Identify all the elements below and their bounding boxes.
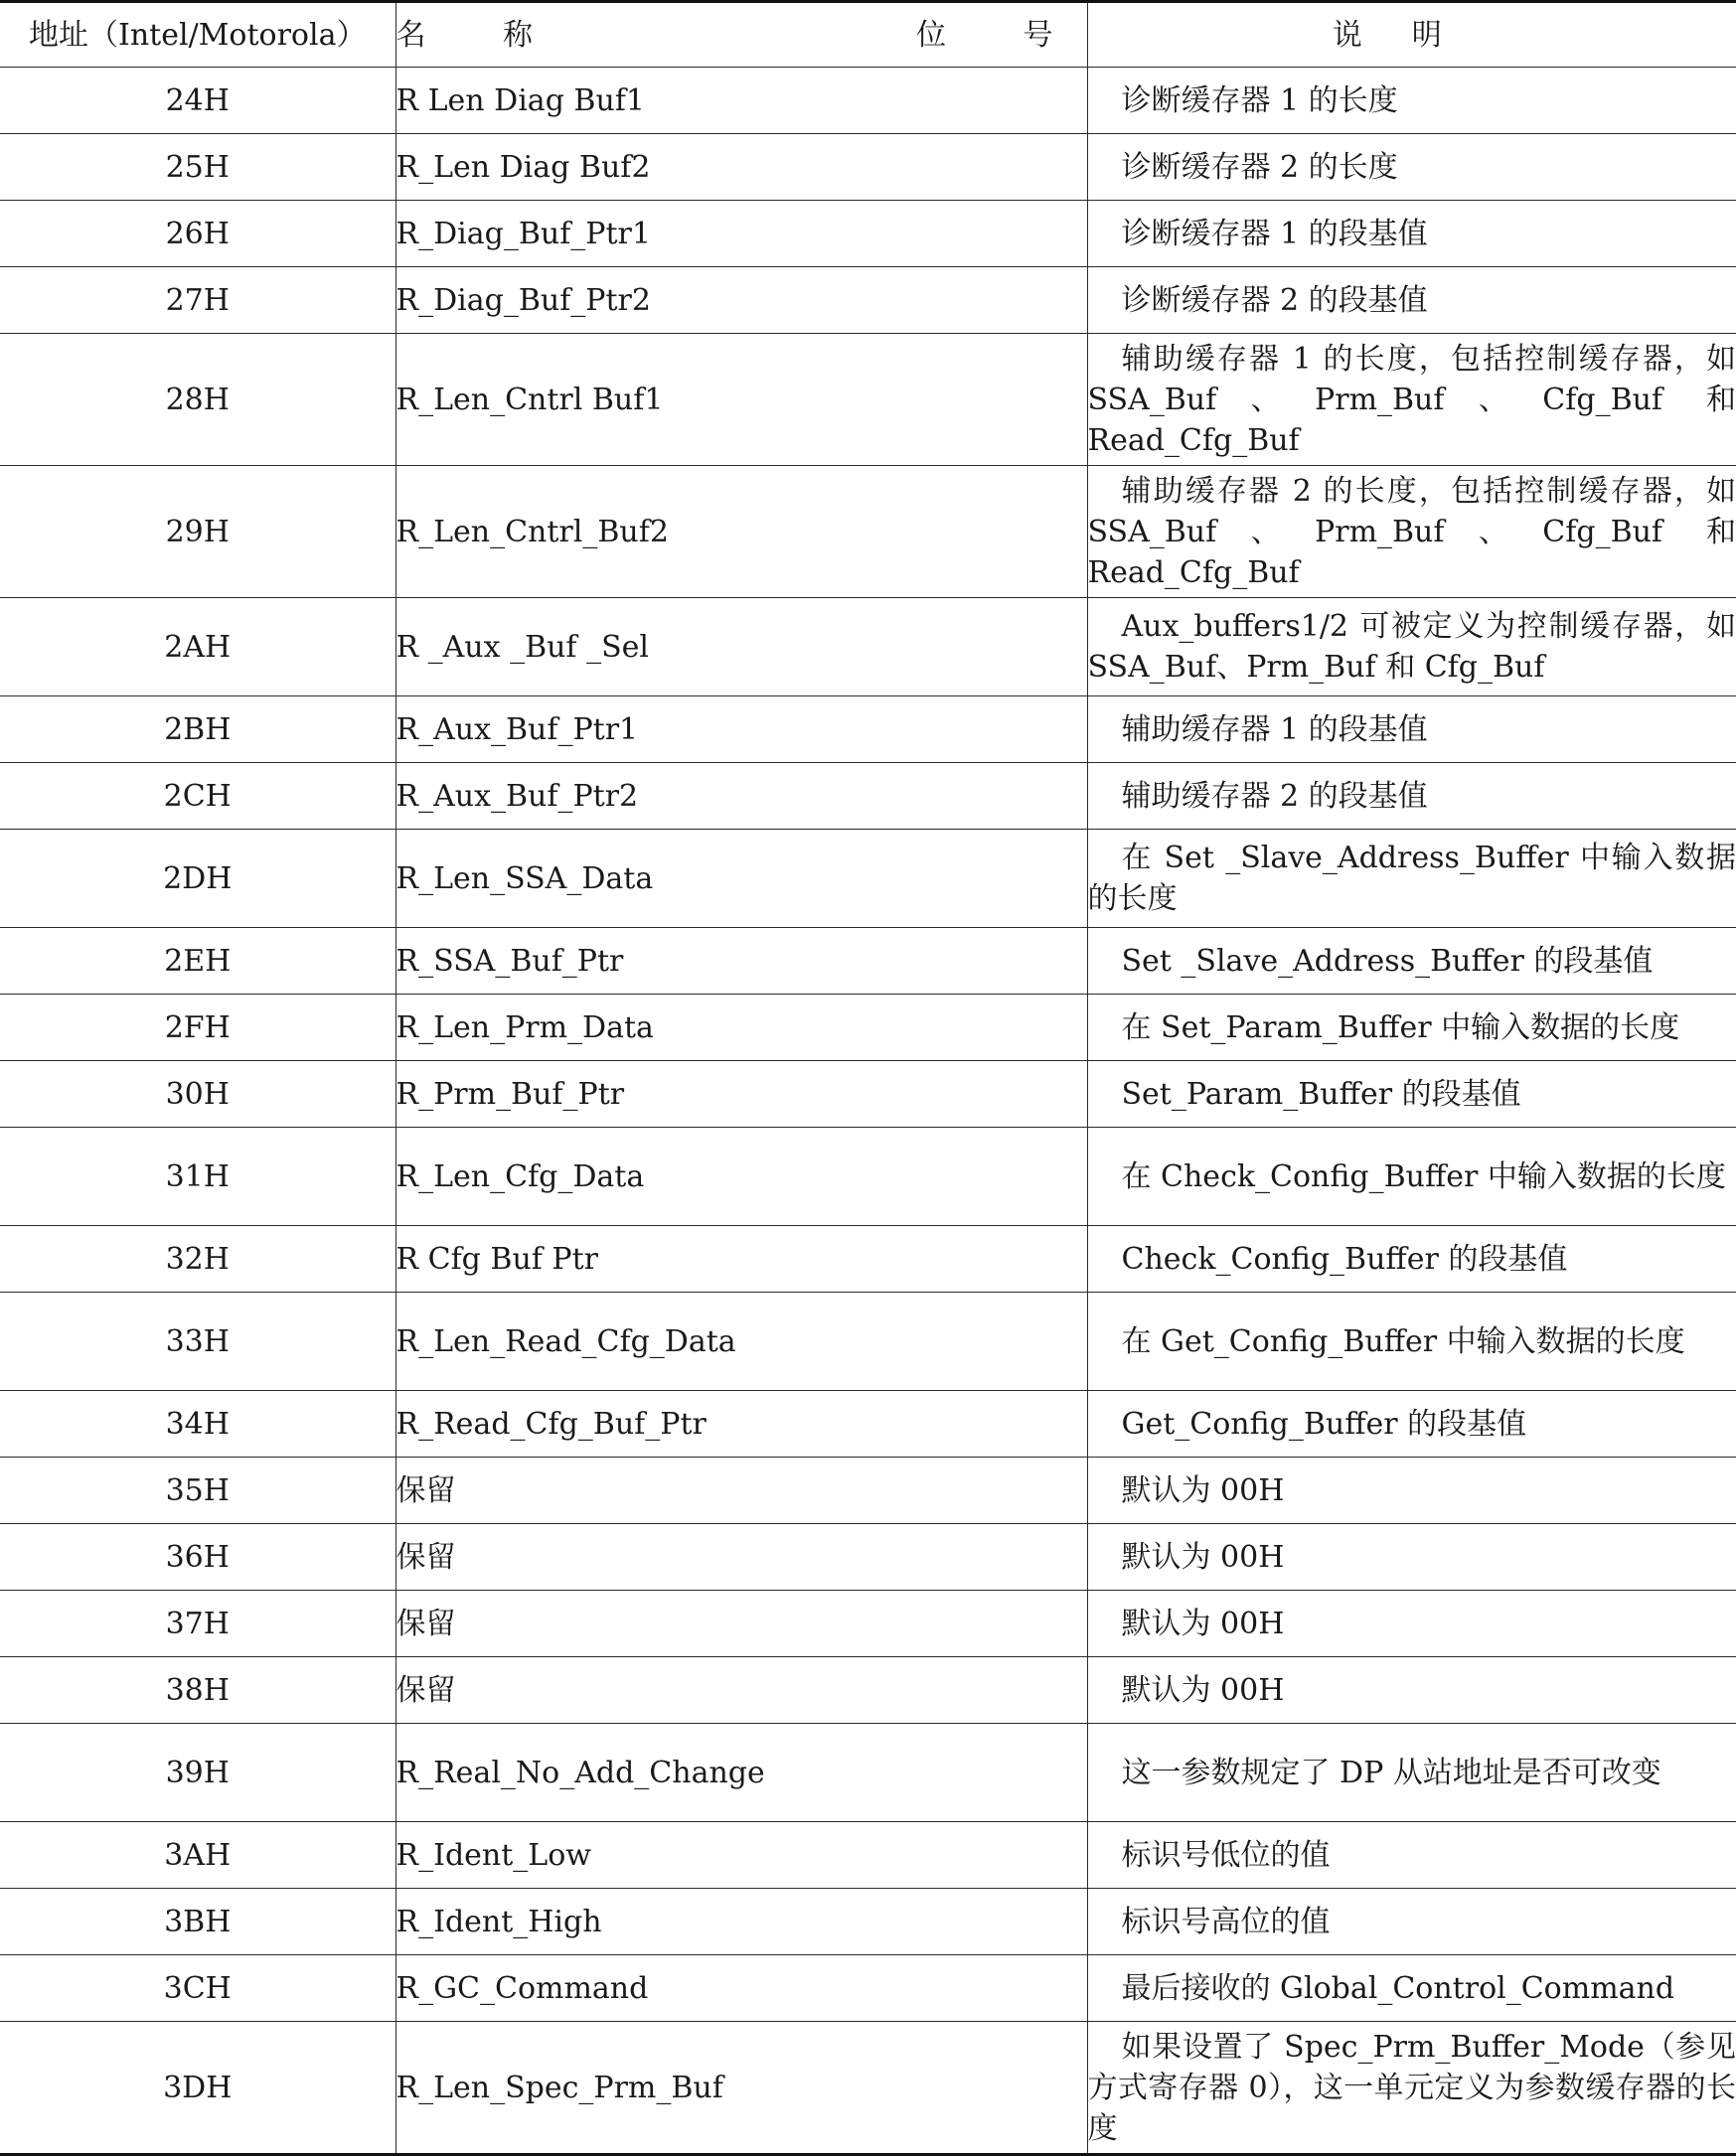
cell-name: R_Len_Cfg_Data <box>395 1128 1087 1226</box>
cell-address: 34H <box>0 1391 395 1458</box>
cell-name: R_Len_Read_Cfg_Data <box>395 1293 1087 1391</box>
cell-description: 诊断缓存器 1 的段基值 <box>1087 201 1736 267</box>
table-row <box>0 2022 1736 2155</box>
cell-address: 32H <box>0 1226 395 1293</box>
cell-name: 保留 <box>395 1524 1087 1591</box>
table-row <box>0 696 1736 763</box>
cell-description: 在 Check_Config_Buffer 中输入数据的长度 <box>1087 1128 1736 1226</box>
cell-description: 诊断缓存器 2 的长度 <box>1087 134 1736 201</box>
cell-address: 3BH <box>0 1889 395 1955</box>
cell-address: 2CH <box>0 763 395 830</box>
cell-name: 保留 <box>395 1458 1087 1524</box>
cell-address: 3CH <box>0 1955 395 2022</box>
table-row <box>0 68 1736 134</box>
cell-description: 标识号高位的值 <box>1087 1889 1736 1955</box>
table-row <box>0 1391 1736 1458</box>
table-row <box>0 1293 1736 1391</box>
cell-name: R_Diag_Buf_Ptr2 <box>395 267 1087 334</box>
table-row <box>0 830 1736 928</box>
cell-name: R Cfg Buf Ptr <box>395 1226 1087 1293</box>
cell-name: R _Aux _Buf _Sel <box>395 598 1087 696</box>
cell-address: 28H <box>0 334 395 466</box>
cell-address: 29H <box>0 466 395 598</box>
table-row <box>0 928 1736 995</box>
table-row <box>0 1458 1736 1524</box>
cell-description: 默认为 00H <box>1087 1657 1736 1724</box>
cell-description: 诊断缓存器 2 的段基值 <box>1087 267 1736 334</box>
cell-name: R Len Diag Buf1 <box>395 68 1087 134</box>
cell-name: R_Prm_Buf_Ptr <box>395 1061 1087 1128</box>
header-description: 说明 <box>1087 2 1736 68</box>
cell-name: R_Len_Spec_Prm_Buf <box>395 2022 1087 2155</box>
cell-name: R_SSA_Buf_Ptr <box>395 928 1087 995</box>
table-row <box>0 466 1736 598</box>
cell-description: Get_Config_Buffer 的段基值 <box>1087 1391 1736 1458</box>
table-row <box>0 1524 1736 1591</box>
cell-description: 默认为 00H <box>1087 1591 1736 1657</box>
cell-description: 最后接收的 Global_Control_Command <box>1087 1955 1736 2022</box>
cell-address: 25H <box>0 134 395 201</box>
cell-name: R_Len Diag Buf2 <box>395 134 1087 201</box>
cell-name: R_Len_SSA_Data <box>395 830 1087 928</box>
cell-address: 24H <box>0 68 395 134</box>
cell-description: 诊断缓存器 1 的长度 <box>1087 68 1736 134</box>
cell-description: 辅助缓存器 1 的长度，包括控制缓存器，如 SSA_Buf、Prm_Buf、Cfg_Buf 和 Read_Cfg_Buf <box>1087 334 1736 466</box>
table-row <box>0 334 1736 466</box>
cell-description: 辅助缓存器 2 的段基值 <box>1087 763 1736 830</box>
cell-name: R_GC_Command <box>395 1955 1087 2022</box>
cell-name: R_Aux_Buf_Ptr1 <box>395 696 1087 763</box>
table-row <box>0 201 1736 267</box>
cell-name: R_Len_Cntrl_Buf2 <box>395 466 1087 598</box>
cell-name: R_Diag_Buf_Ptr1 <box>395 201 1087 267</box>
cell-name: 保留 <box>395 1657 1087 1724</box>
header-name-part2: 位 号 <box>915 17 1087 53</box>
cell-description: 如果设置了 Spec_Prm_Buffer_Mode（参见方式寄存器 0），这一单元定义为参数缓存器的长度 <box>1087 2022 1736 2155</box>
table-row <box>0 1128 1736 1226</box>
table-row <box>0 598 1736 696</box>
header-name <box>395 2 1087 68</box>
cell-name: R_Ident_Low <box>395 1822 1087 1889</box>
table-row <box>0 1226 1736 1293</box>
cell-address: 35H <box>0 1458 395 1524</box>
cell-description: 在 Get_Config_Buffer 中输入数据的长度 <box>1087 1293 1736 1391</box>
table-row <box>0 1591 1736 1657</box>
cell-name: R_Aux_Buf_Ptr2 <box>395 763 1087 830</box>
cell-description: Set_Param_Buffer 的段基值 <box>1087 1061 1736 1128</box>
table-row <box>0 763 1736 830</box>
table-row <box>0 995 1736 1061</box>
cell-description: 默认为 00H <box>1087 1458 1736 1524</box>
cell-address: 3AH <box>0 1822 395 1889</box>
cell-description: 标识号低位的值 <box>1087 1822 1736 1889</box>
cell-address: 33H <box>0 1293 395 1391</box>
cell-name: R_Len_Cntrl Buf1 <box>395 334 1087 466</box>
cell-address: 38H <box>0 1657 395 1724</box>
cell-description: 默认为 00H <box>1087 1524 1736 1591</box>
cell-description: Set _Slave_Address_Buffer 的段基值 <box>1087 928 1736 995</box>
cell-address: 2AH <box>0 598 395 696</box>
cell-address: 26H <box>0 201 395 267</box>
table-row <box>0 134 1736 201</box>
cell-description: 辅助缓存器 2 的长度，包括控制缓存器，如 SSA_Buf、Prm_Buf、Cfg_Buf 和 Read_Cfg_Buf <box>1087 466 1736 598</box>
cell-description: Aux_buffers1/2 可被定义为控制缓存器，如 SSA_Buf、Prm_Buf 和 Cfg_Buf <box>1087 598 1736 696</box>
cell-name: R_Ident_High <box>395 1889 1087 1955</box>
cell-address: 37H <box>0 1591 395 1657</box>
table-header-row <box>0 2 1736 68</box>
cell-description: 这一参数规定了 DP 从站地址是否可改变 <box>1087 1724 1736 1822</box>
cell-address: 36H <box>0 1524 395 1591</box>
cell-description: 在 Set _Slave_Address_Buffer 中输入数据的长度 <box>1087 830 1736 928</box>
cell-name: R_Read_Cfg_Buf_Ptr <box>395 1391 1087 1458</box>
table-row <box>0 1724 1736 1822</box>
cell-name: 保留 <box>395 1591 1087 1657</box>
table-row <box>0 1657 1736 1724</box>
cell-description: 在 Set_Param_Buffer 中输入数据的长度 <box>1087 995 1736 1061</box>
table-row <box>0 1061 1736 1128</box>
cell-address: 2BH <box>0 696 395 763</box>
cell-description: 辅助缓存器 1 的段基值 <box>1087 696 1736 763</box>
table-row <box>0 1889 1736 1955</box>
cell-address: 3DH <box>0 2022 395 2155</box>
cell-address: 39H <box>0 1724 395 1822</box>
cell-address: 31H <box>0 1128 395 1226</box>
cell-address: 2FH <box>0 995 395 1061</box>
cell-address: 27H <box>0 267 395 334</box>
cell-name: R_Len_Prm_Data <box>395 995 1087 1061</box>
header-address: 地址（Intel/Motorola） <box>0 2 395 68</box>
table-row <box>0 1822 1736 1889</box>
table-row <box>0 1955 1736 2022</box>
cell-name: R_Real_No_Add_Change <box>395 1724 1087 1822</box>
cell-address: 2EH <box>0 928 395 995</box>
header-name-part1: 名 称 <box>395 17 567 53</box>
table-row <box>0 267 1736 334</box>
cell-address: 2DH <box>0 830 395 928</box>
cell-description: Check_Config_Buffer 的段基值 <box>1087 1226 1736 1293</box>
cell-address: 30H <box>0 1061 395 1128</box>
